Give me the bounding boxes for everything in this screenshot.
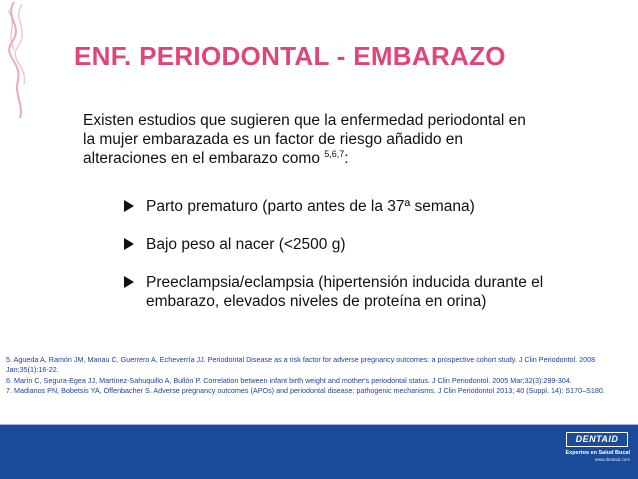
arrow-bullet-icon — [124, 200, 134, 212]
reference-item: 7. Madianos PN, Bobetsis YA, Offenbacher S. Adverse pregnancy outcomes (APOs) and periodontal disease: pathogenic mechanisms. J Clin Periodontol 2013; 40 (Suppl. 14): S170–S180. — [6, 385, 605, 395]
intro-line-1: Existen estudios que sugieren que la enfermedad periodontal en — [83, 112, 526, 129]
bullet-item — [122, 273, 586, 311]
reference-item: 5. Agueda A, Ramón JM, Manau C, Guerrero A, Echeverría JJ. Periodontal Disease as a risk factor for adverse pregnancy outcomes: a prospective cohort study. J Clin Periodontol. 2008 Jan;35(1):16-22. — [6, 355, 596, 375]
arrow-bullet-icon — [124, 238, 134, 250]
bullet-item — [122, 197, 475, 216]
dentaid-logo: DENTAID — [566, 432, 628, 447]
arrow-bullet-icon — [124, 276, 134, 288]
bullet-text: Parto prematuro (parto antes de la 37ª semana) — [146, 198, 475, 215]
reference-item: 6. Marín C, Segura-Egea JJ, Martínez-Sahuquillo A, Bullón P. Correlation between infant birth weight and mother's periodontal status. J Clin Periodontol. 2005 Mar;32(3):299-304. — [6, 375, 572, 385]
bullet-text: Bajo peso al nacer (<2500 g) — [146, 236, 346, 253]
decorative-swirl-icon — [0, 0, 40, 120]
slide-title: ENF. PERIODONTAL - EMBARAZO — [74, 41, 506, 71]
intro-line-3-end: : — [344, 150, 349, 167]
bullet-text: Preeclampsia/eclampsia (hipertensión inducida durante el embarazo, elevados niveles de proteína en orina) — [146, 274, 544, 310]
footer-website: www.dentaid.com — [594, 457, 630, 462]
bullet-item — [122, 235, 345, 254]
references — [6, 355, 630, 396]
intro-paragraph — [83, 111, 553, 168]
intro-line-3-text: alteraciones en el embarazo como — [83, 150, 325, 167]
intro-line-2: la mujer embarazada es un factor de riesgo añadido en — [83, 131, 463, 148]
intro-line-3 — [83, 149, 553, 168]
reference-superscript: 5,6,7 — [324, 149, 345, 159]
footer-tagline: Expertos en Salud Bucal — [565, 450, 630, 456]
